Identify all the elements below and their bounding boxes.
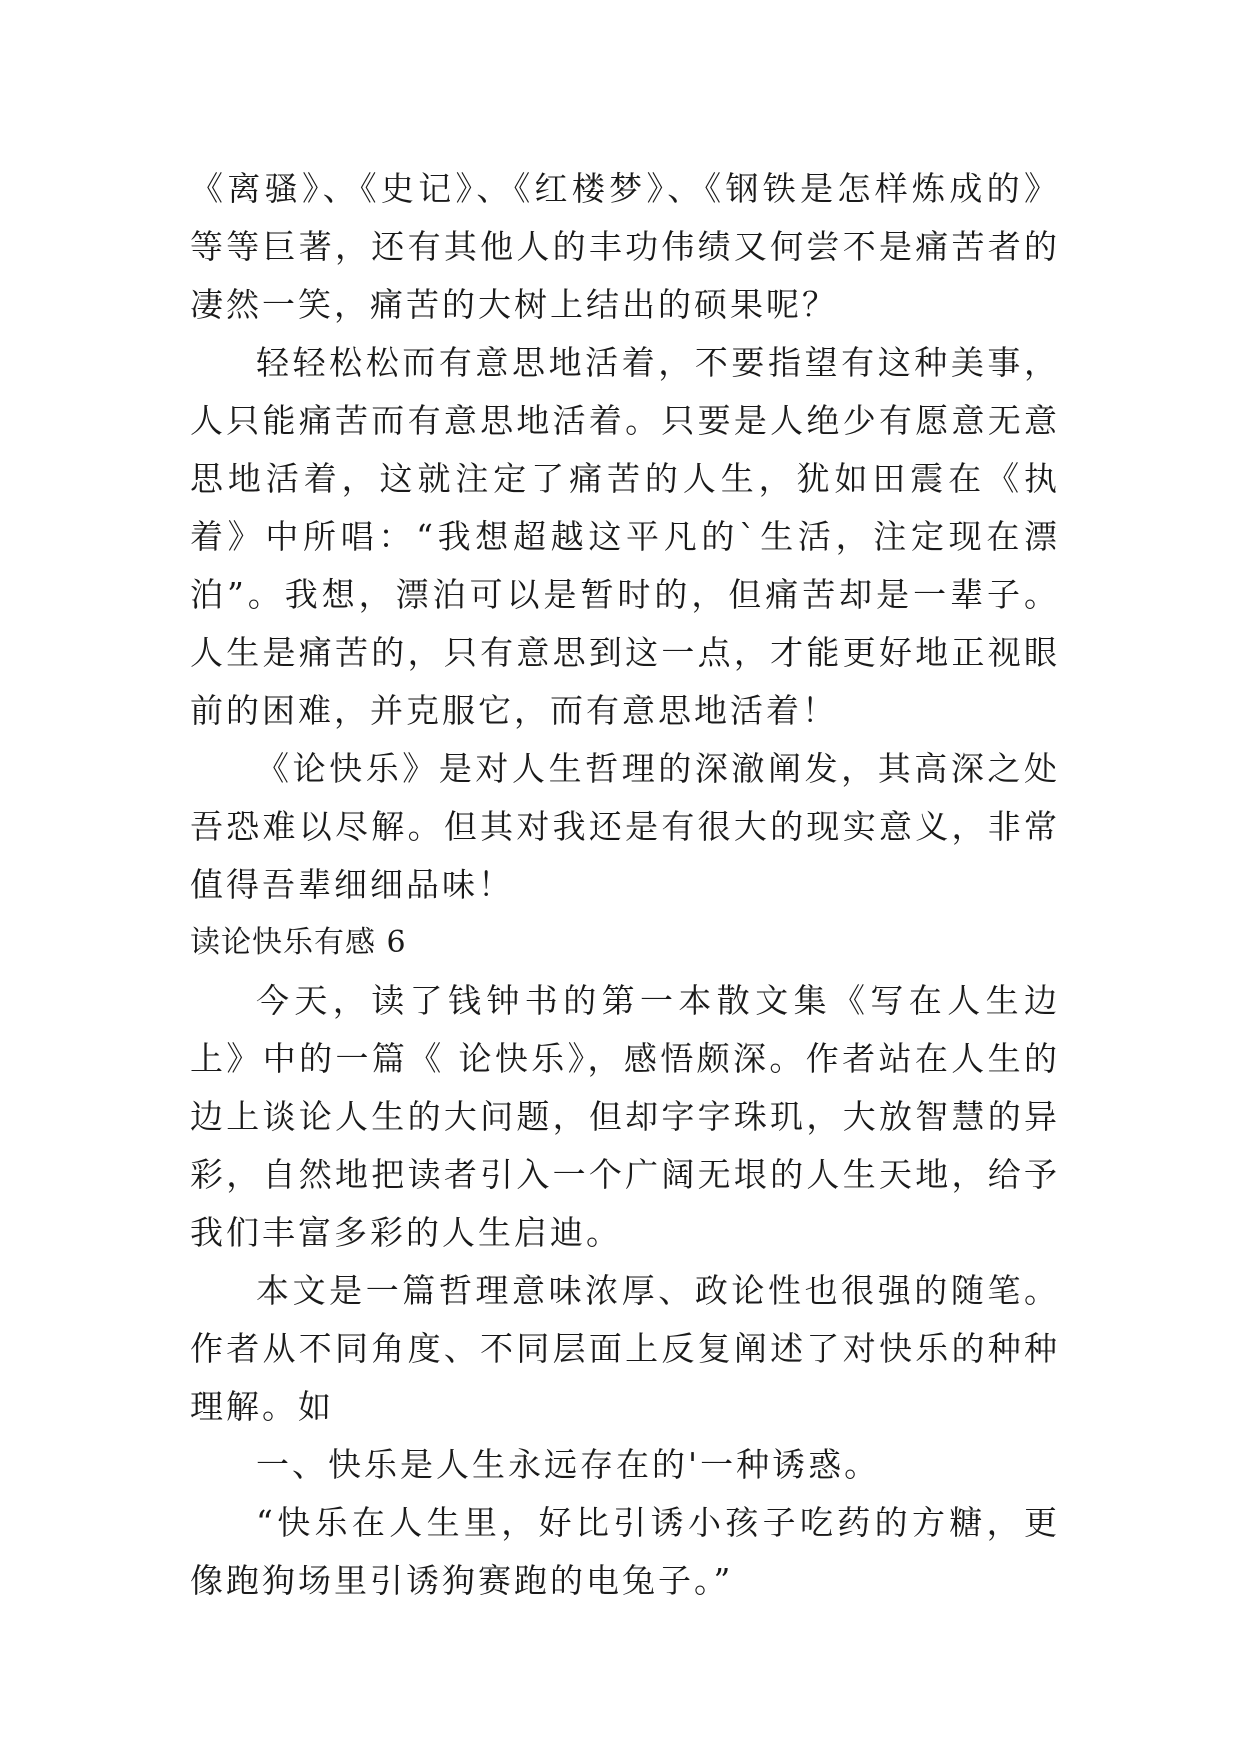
section-title: 读论快乐有感 6 bbox=[190, 925, 407, 960]
document-body bbox=[190, 160, 1060, 1610]
paragraph: “快乐在人生里，好比引诱小孩子吃药的方糖，更像跑狗场里引诱狗赛跑的电兔子。” bbox=[190, 1503, 1060, 1600]
paragraph: 《论快乐》是对人生哲理的深澈阐发，其高深之处吾恐难以尽解。但其对我还是有很大的现实意义，非常值得吾辈细细品味！ bbox=[190, 749, 1060, 904]
paragraph: 本文是一篇哲理意味浓厚、政论性也很强的随笔。作者从不同角度、不同层面上反复阐述了对快乐的种种理解。如 bbox=[190, 1271, 1060, 1426]
paragraph: 今天，读了钱钟书的第一本散文集《写在人生边上》中的一篇《 论快乐》，感悟颇深。作者站在人生的边上谈论人生的大问题，但却字字珠玑，大放智慧的异彩，自然地把读者引入一个广阔无垠的人生天地，给予我们丰富多彩的人生启迪。 bbox=[190, 981, 1060, 1252]
paragraph: 一、快乐是人生永远存在的'一种诱惑。 bbox=[256, 1445, 881, 1484]
paragraph: 《离骚》、《史记》、《红楼梦》、《钢铁是怎样炼成的》等等巨著，还有其他人的丰功伟绩又何尝不是痛苦者的凄然一笑，痛苦的大树上结出的硕果呢？ bbox=[190, 169, 1060, 324]
paragraph: 轻轻松松而有意思地活着，不要指望有这种美事，人只能痛苦而有意思地活着。只要是人绝少有愿意无意思地活着，这就注定了痛苦的人生，犹如田震在《执着》中所唱：“我想超越这平凡的`生活，注定现在漂泊”。我想，漂泊可以是暂时的，但痛苦却是一辈子。人生是痛苦的，只有意思到这一点，才能更好地正视眼前的困难，并克服它，而有意思地活着！ bbox=[190, 343, 1060, 730]
